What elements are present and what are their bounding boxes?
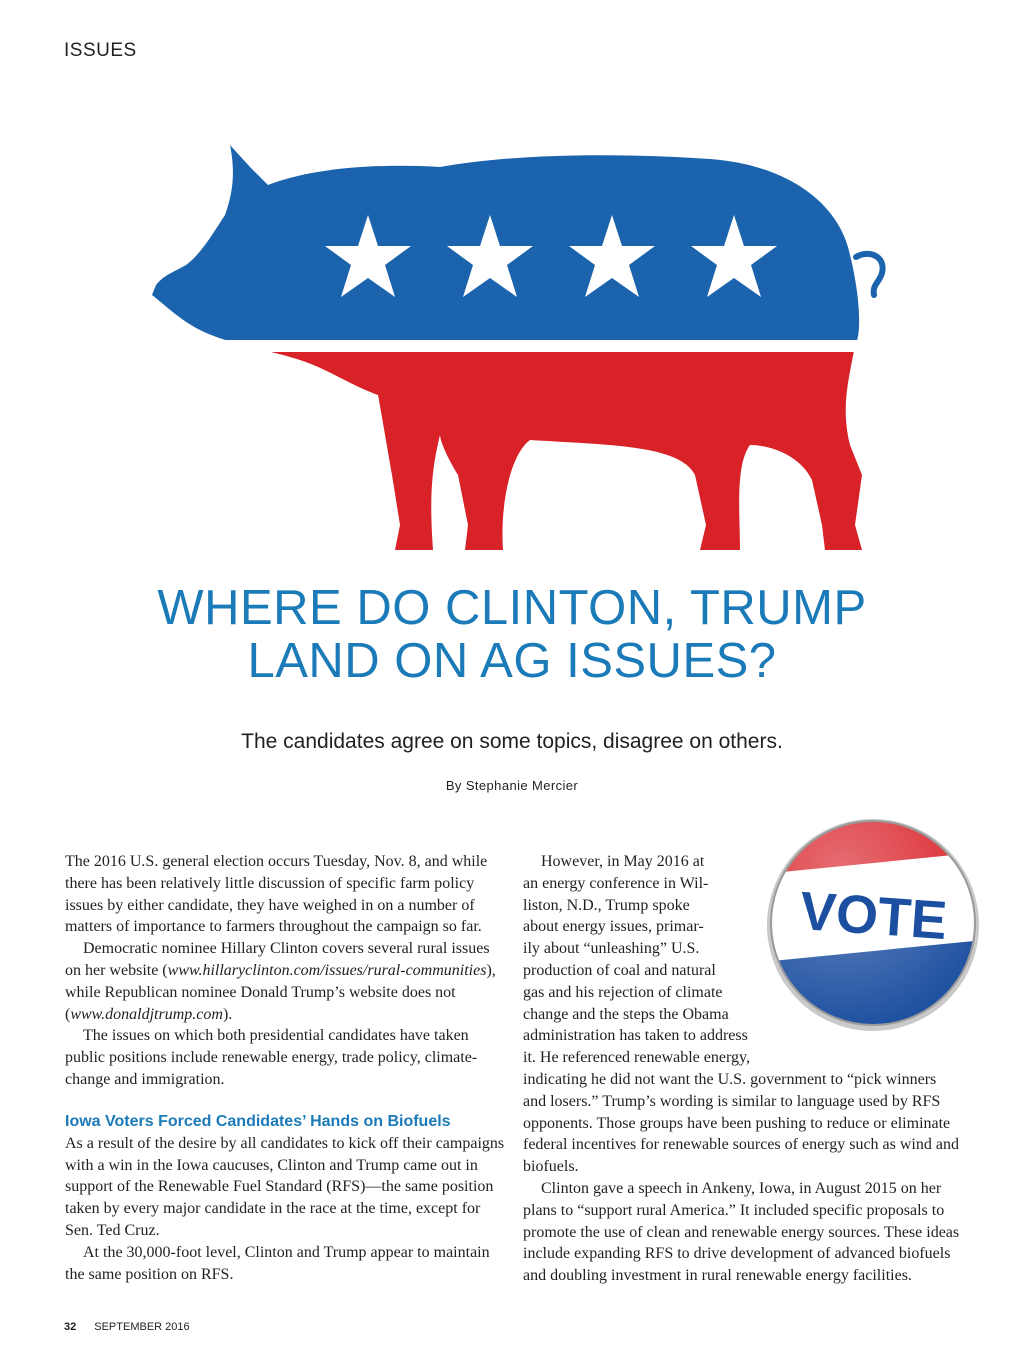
paragraph: However, in May 2016 at an energy conference in Wil- liston, N.D., Trump spoke about energy issues, primar- ily about “unleashing” U.S. production of coal and natural gas and his rejection of climate change and the steps the Obama administration has taken to address it. He referenced renewable energy, indicating he did not want the U.S. government to “pick winners and losers.” Trump’s wording is similar to language used by RFS opponents. Those groups have been pushing to reduce or eliminate federal incentives for renewable sources of energy such as wind and biofuels. (523, 853, 959, 1176)
column-1 (65, 851, 505, 1285)
folio (64, 1321, 190, 1333)
page-number: 32 (64, 1321, 77, 1333)
trump-website-link: www.donaldjtrump.com (70, 1005, 223, 1023)
paragraph: Clinton gave a speech in Ankeny, Iowa, in August 2015 on her plans to “support rural America.” It included specific proposals to promote the use of clean and renewable energy sources. These ideas include expanding RFS to drive development of advanced biofuels and doubling investment in rural renewable energy facilities. (523, 1179, 960, 1285)
headline-line-2: LAND ON AG ISSUES? (247, 634, 777, 688)
paragraph: At the 30,000-foot level, Clinton and Trump appear to maintain the same position on RFS. (65, 1243, 490, 1283)
vote-button-text: VOTE (798, 880, 949, 952)
issue-date: SEPTEMBER 2016 (94, 1321, 190, 1333)
section-label: ISSUES (64, 40, 137, 61)
patriotic-pig-illustration (150, 145, 890, 555)
headline (0, 582, 1024, 688)
paragraph: Democratic nominee Hillary Clinton covers several rural issues on her website (www.hillaryclinton.com/issues/rural-communities), while Republican nominee Donald Trump’s website does not (www.donaldjtrump.com). (65, 940, 496, 1023)
pig-tail (856, 254, 883, 295)
byline: By Stephanie Mercier (445, 778, 579, 793)
pig-red-band (150, 352, 890, 555)
deck: The candidates agree on some topics, disagree on others. (241, 730, 783, 753)
clinton-website-link: www.hillaryclinton.com/issues/rural-communities (167, 961, 487, 979)
pig-white-stripe (150, 340, 890, 352)
vote-button (762, 812, 984, 1034)
paragraph: The issues on which both presidential candidates have taken public positions include renewable energy, trade policy, climate-change and immigration. (65, 1027, 478, 1088)
paragraph: The 2016 U.S. general election occurs Tuesday, Nov. 8, and while there has been relatively little discussion of specific farm policy issues by either candidate, they have weighed in on a number of matters of importance to farmers throughout the campaign so far. (65, 853, 488, 936)
subheading: Iowa Voters Forced Candidates’ Hands on Biofuels (65, 1112, 451, 1130)
pig-blue-band (150, 145, 890, 340)
paragraph: As a result of the desire by all candidates to kick off their campaigns with a win in the Iowa caucuses, Clinton and Trump came out in support of the Renewable Fuel Standard (RFS)—the same position taken by every major candidate in the race at the time, except for Sen. Ted Cruz. (65, 1134, 505, 1239)
headline-line-1: WHERE DO CLINTON, TRUMP (157, 581, 867, 635)
